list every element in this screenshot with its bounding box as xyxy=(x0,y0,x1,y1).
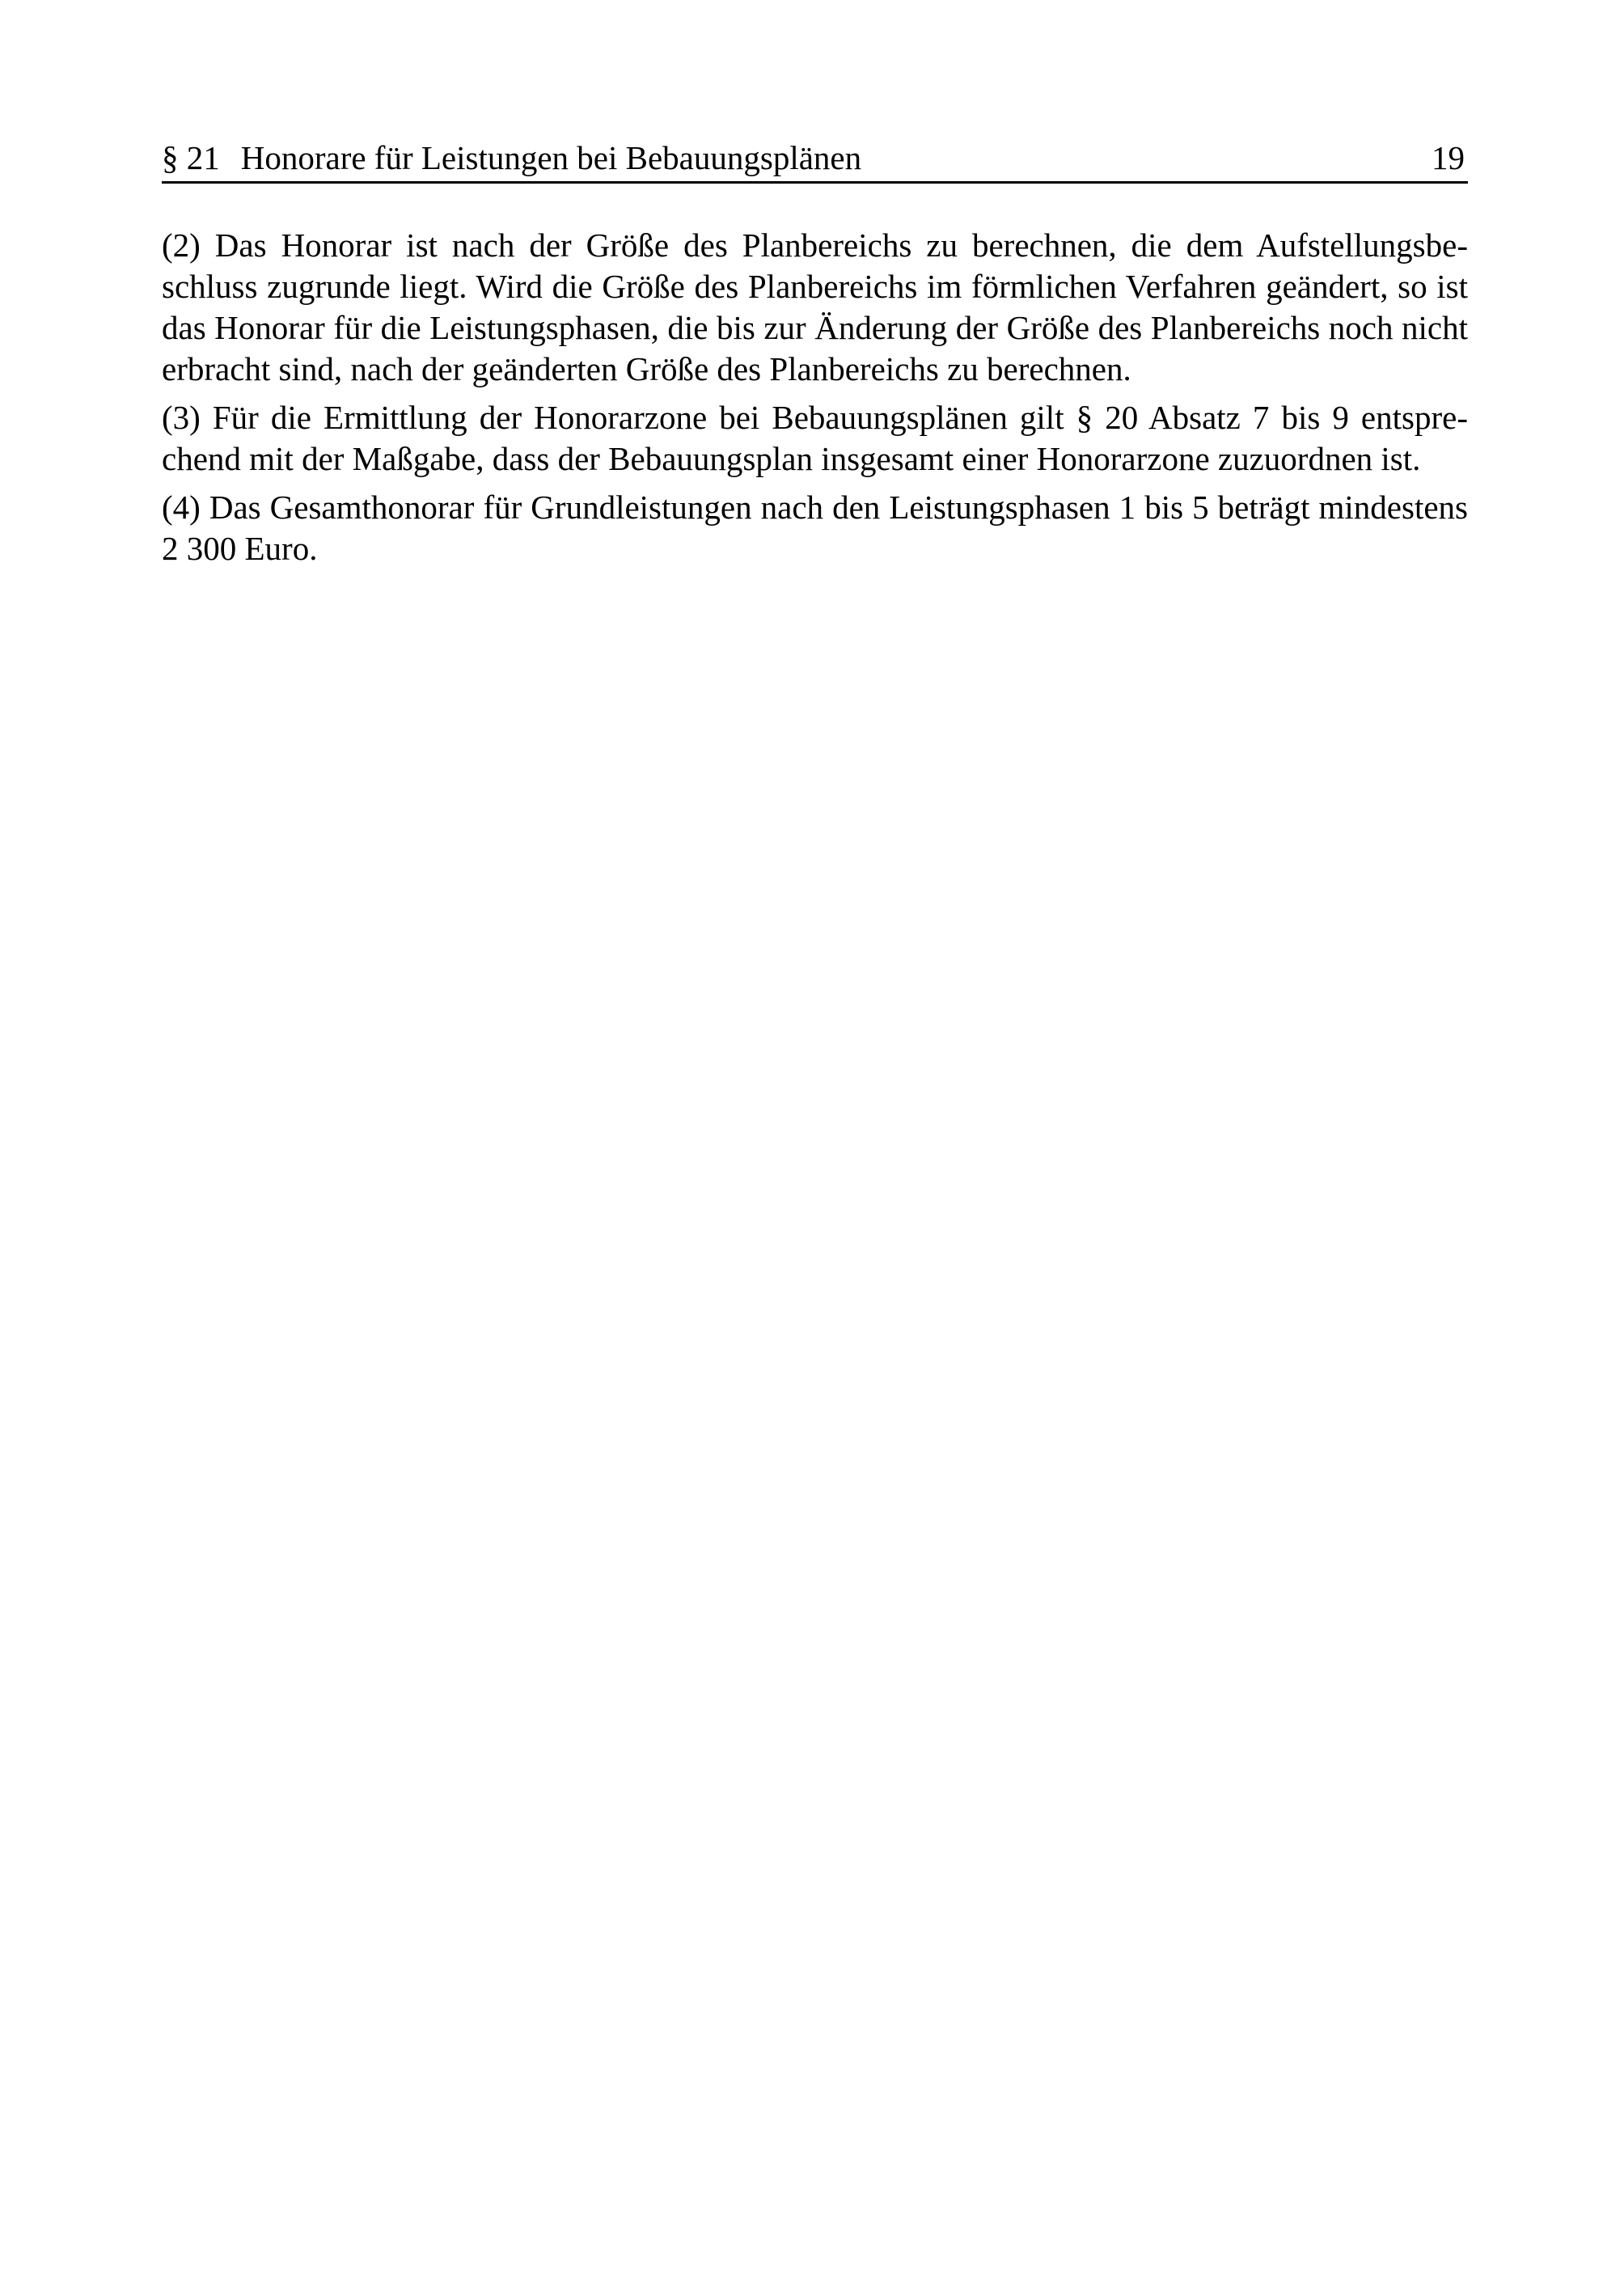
running-header xyxy=(162,134,1468,184)
section-number: § 21 xyxy=(162,139,220,176)
body-text xyxy=(162,225,1468,577)
paragraph-2: (2) Das Honorar ist nach der Größe des Planbereichs zu berechnen, die dem Aufstellungsbeschluss zugrunde liegt. Wird die Größe des Planbereichs im förmlichen Verfahren geändert, so ist das Honorar für die Leistungsphasen, die bis zur Änderung der Größe des Planbereichs noch nicht erbracht sind, nach der geänderten Größe des Planbereichs zu berechnen. xyxy=(162,226,1468,387)
paragraph-4: (4) Das Gesamthonorar für Grundleistungen nach den Leistungsphasen 1 bis 5 beträgt mindestens 2 300 Euro. xyxy=(162,489,1468,567)
page-number: 19 xyxy=(1432,139,1465,176)
paragraph-3: (3) Für die Ermittlung der Honorarzone bei Bebauungsplänen gilt § 20 Absatz 7 bis 9 entsprechend mit der Maßgabe, dass der Bebauungsplan insgesamt einer Honorarzone zuzuordnen ist. xyxy=(162,399,1468,477)
section-title: Honorare für Leistungen bei Bebauungsplänen xyxy=(240,139,862,176)
header-section xyxy=(162,134,861,181)
